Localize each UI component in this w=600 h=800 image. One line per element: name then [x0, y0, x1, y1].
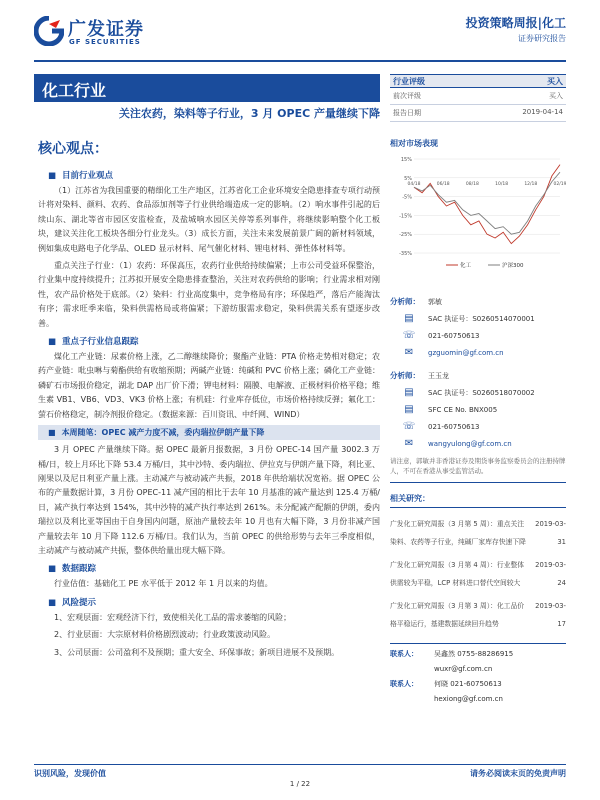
footer-divider [34, 764, 566, 765]
gf-logo-icon [34, 16, 64, 46]
legend-label: 沪深300 [502, 263, 524, 269]
report-type-title: 投资策略周报|化工 [465, 16, 566, 30]
related-research-link[interactable]: 广发化工研究周报（3 月第 3 周）：化工品价格平稳运行，基建数据延续回升趋势 [390, 602, 525, 628]
related-research-date: 2019-03-31 [535, 520, 566, 546]
analyst-sfc: SFC CE No. BNX005 [428, 405, 498, 414]
y-tick-label: -25% [399, 232, 412, 239]
related-research-date: 2019-03-24 [535, 561, 566, 587]
paragraph: 3 月 OPEC 产量继续下降。据 OPEC 最新月报数据，3 月份 OPEC-14 国产量 3002.3 万桶/日，较上月环比下降 53.4 万桶/日，其中沙特、委内瑞拉、伊拉克与伊朗产量下降，利比亚、刚果以及尼日利亚产量上涨。主动减产与被动减产共振，2018 年供给端状况宽裕。据 OPEC 公布的产量数据计算，3 月份 OPEC-11 减产国的相比于去年 10 月基准的减产量达到 125.4 万桶/日，减产执行率达到 154%，其中沙特的减产执行率达到 261%。未分配减产配额的伊朗，委内瑞拉以及利比亚等国由于自身国内问题，原油产量较去年 10 月也有大幅下降，3 月份非减产国产量较去年 10 月下降 112.6 万桶/日。我们认为，当前 OPEC 的供给形势与去年三季度相似，主动减产与被动减产共振，整体供给量出现大幅下降。 [38, 445, 380, 555]
contact-name-phone: 何晓 021-60750613 [434, 679, 502, 688]
x-tick-label: 02/19 [553, 182, 566, 188]
legend-label: 化工 [460, 263, 472, 269]
analyst-name: 王玉龙 [428, 371, 449, 380]
analyst-row [390, 293, 566, 310]
analyst-label: 分析师： [390, 371, 420, 380]
y-tick-label: 15% [400, 157, 412, 163]
report-headline: 关注农药，染料等子行业，3 月 OPEC 产量继续下降 [118, 107, 380, 120]
contact-row[interactable] [390, 661, 566, 676]
report-date-label: 报告日期 [393, 109, 421, 117]
y-tick-label: -35% [399, 251, 412, 257]
paragraph: 重点关注子行业：（1）农药：环保高压，农药行业供给持续偏紧；上市公司受益环保整治，行业集中度持续提升；江苏拟开展安全隐患排查整治，关注对农药供给的影响；行业需求相对刚性，农产品价格处于底部。（2）染料：行业高度集中，竞争格局有序；环保趋严，落后产能淘汰有序；需求旺季来临，染料供需格局或将偏紧；下游纺服需求稳定，染料供需关系有望逐步改善。 [38, 261, 380, 328]
email-icon: ✉ [404, 438, 414, 449]
id-card-icon: ▤ [404, 404, 414, 415]
x-tick-label: 08/18 [465, 182, 479, 188]
analyst-sac-row [390, 310, 566, 327]
x-tick-label: 10/18 [495, 182, 509, 188]
paragraph: 煤化工产业链：尿素价格上涨，乙二醇继续降价；聚酯产业链：PTA 价格走势相对稳定；农药产业链：吡虫啉与菊酯供给有收缩预期；两碱产业链：纯碱和 PVC 价格上涨；磷化工产业链：磷矿石市场报价稳定，湖北 DAP 出厂价下滑；钾电材料：隔膜、电解液、正极材料价格平稳；维生素 VB1、VB6、VD3、VK3 价格上涨；有机硅：行业库存低位，市场价格持续反弹；氟化工：萤石价格稳定，制冷剂报价稳定。（数据来源：百川资讯、中纤网、WIND） [38, 352, 380, 419]
contact-label: 联系人： [390, 649, 418, 658]
related-research-item[interactable] [390, 592, 566, 633]
risk-item: 2、行业层面：大宗原材料价格剧烈波动；行业政策波动风险。 [54, 630, 276, 640]
risk-item: 1、宏观层面：宏观经济下行，致使相关化工品的需求萎缩的风险； [54, 612, 292, 622]
contact-name-phone: 吴鑫然 0755-88286915 [434, 649, 514, 658]
analyst-phone: 021-60750613 [428, 422, 480, 431]
core-views-title: 核心观点： [38, 141, 108, 157]
prev-rating-value: 买入 [549, 92, 563, 100]
analyst-email-row[interactable] [390, 435, 566, 452]
contact-row[interactable] [390, 691, 566, 706]
contact-row [390, 676, 566, 691]
rating-label: 行业评级 [393, 77, 425, 86]
analyst-name: 郭敏 [428, 297, 442, 306]
section-heading: ■ 重点子行业信息跟踪 [48, 335, 380, 347]
related-research-link[interactable]: 广发化工研究周报（3 月第 4 周）：行业整体供需较为平稳，LCP 材料进口替代空间较大 [390, 561, 525, 587]
main-content [38, 165, 380, 663]
analyst-phone: 021-60750613 [428, 331, 480, 340]
report-date-row [390, 105, 566, 122]
relative-performance-chart [390, 153, 566, 273]
prev-rating-row [390, 88, 566, 105]
series-line-chemical [414, 165, 560, 244]
phone-icon: ☏ [402, 330, 416, 341]
related-research-title: 相关研究： [390, 493, 566, 508]
report-date-value: 2019-04-14 [522, 108, 563, 116]
analyst-block [390, 293, 566, 483]
related-research-item[interactable] [390, 510, 566, 551]
weekly-essay-heading: ■ 本周随笔：OPEC 减产力度不减，委内瑞拉伊朗产量下降 [38, 425, 380, 440]
paragraph: （1）江苏省为我国重要的精细化工生产地区，江苏省化工企业环境安全隐患排查专项行动预计将对染料、颜料、农药、食品添加剂等子行业供给端造成一定的影响。（2）响水事件引起的后续山东、湖北等省市园区安监检查，及盐城响水园区关停等系列事件，将继续影响整个化工板块，建议关注化工板块各细分行业龙头。（3）成长方面，关注未来发展前景广阔的新材料领域，例如集成电路电子化学品、OLED 显示材料、尾气催化材料、锂电材料、弹性体材料等。 [38, 186, 380, 253]
risk-item: 3、公司层面：公司盈利不及预期；重大安全、环保事故；新项目进展不及预期。 [54, 647, 340, 657]
header-divider [34, 60, 566, 62]
report-type-subtitle: 证券研究报告 [518, 34, 566, 43]
contact-block [390, 643, 566, 706]
x-tick-label: 12/18 [524, 182, 538, 188]
related-research-date: 2019-03-17 [535, 602, 566, 628]
x-tick-label: 04/18 [407, 182, 421, 188]
contact-email-link[interactable]: wuxr@gf.com.cn [434, 664, 493, 673]
gf-logo [34, 14, 164, 50]
sidebar [390, 74, 566, 706]
analyst-email-row[interactable] [390, 344, 566, 361]
section-heading: ■ 数据跟踪 [48, 562, 380, 574]
id-card-icon: ▤ [404, 387, 414, 398]
logo-cn-text: 广发证券 [68, 19, 144, 40]
prev-rating-label: 前次评级 [393, 92, 421, 100]
phone-icon: ☏ [402, 421, 416, 432]
contact-row [390, 646, 566, 661]
rating-value: 买入 [547, 77, 563, 86]
section-heading: ■ 风险提示 [48, 596, 380, 608]
market-chart-title: 相对市场表现 [390, 139, 438, 148]
related-research-link[interactable]: 广发化工研究周报（3 月第 5 周）：重点关注染料、农药等子行业，纯碱厂家库存快速下降 [390, 520, 526, 546]
contact-label: 联系人： [390, 679, 418, 688]
y-tick-label: -15% [399, 213, 412, 220]
contact-email-link[interactable]: hexiong@gf.com.cn [434, 694, 503, 703]
analyst-sfc-row [390, 401, 566, 418]
sector-title: 化工行业 [34, 74, 380, 102]
analyst-phone-row [390, 418, 566, 435]
related-research-item[interactable] [390, 551, 566, 592]
footer-disclaimer-note: 请务必阅读末页的免责声明 [470, 769, 566, 778]
page-number: 1 / 22 [289, 780, 311, 788]
id-card-icon: ▤ [404, 313, 414, 324]
analyst-phone-row [390, 327, 566, 344]
page-header [0, 0, 600, 62]
logo-en-text: GF SECURITIES [69, 38, 141, 46]
analyst-row [390, 367, 566, 384]
analyst-email-link[interactable]: gzguomin@gf.com.cn [428, 348, 504, 357]
analyst-label: 分析师： [390, 297, 420, 306]
paragraph: 行业估值：基础化工 PE 水平低于 2012 年 1 月以来的均值。 [54, 579, 273, 589]
email-icon: ✉ [404, 347, 414, 358]
analyst-sac-row [390, 384, 566, 401]
footer-slogan: 识别风险，发现价值 [34, 769, 106, 778]
section-heading: ■ 目前行业观点 [48, 169, 380, 181]
analyst-sac: SAC 执证号：S0260514070001 [428, 314, 535, 323]
y-tick-label: 5% [404, 175, 412, 182]
rating-bar [390, 74, 566, 88]
analyst-disclaimer: 请注意，郭敏并非香港证券及期货事务监察委员会的注册持牌人，不可在香港从事受监管活动。 [390, 456, 566, 483]
x-tick-label: 06/18 [436, 182, 450, 188]
analyst-sac: SAC 执证号：S0260518070002 [428, 388, 535, 397]
analyst-email-link[interactable]: wangyulong@gf.com.cn [428, 439, 512, 448]
y-tick-label: -5% [402, 194, 412, 201]
